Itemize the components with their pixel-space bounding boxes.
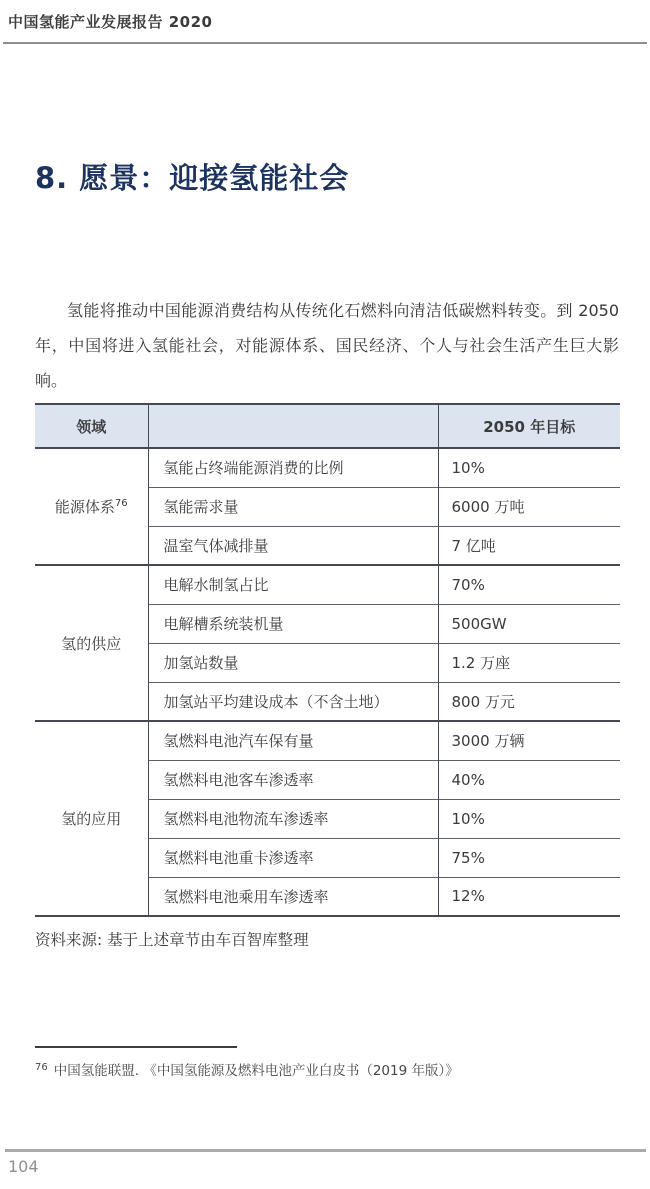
indicator-label: 氢燃料电池物流车渗透率 <box>148 799 438 838</box>
table-row <box>35 721 620 760</box>
indicator-label: 氢能占终端能源消费的比例 <box>148 448 438 487</box>
indicator-label: 氢燃料电池汽车保有量 <box>148 721 438 760</box>
group-cell-hydrogen-application <box>35 721 148 916</box>
report-header-title: 中国氢能产业发展报告 2020 <box>8 13 213 31</box>
footer-divider <box>5 1149 646 1152</box>
column-header-indicator <box>148 404 438 448</box>
indicator-label: 氢能需求量 <box>148 487 438 526</box>
footnote-marker: 76 <box>35 1061 48 1073</box>
table-header-row <box>35 404 620 448</box>
target-value: 1.2 万座 <box>438 643 620 682</box>
group-label: 氢的应用 <box>61 810 122 828</box>
table-row <box>35 448 620 487</box>
target-value: 800 万元 <box>438 682 620 721</box>
table-row <box>35 565 620 604</box>
section-title: 8. 愿景：迎接氢能社会 <box>35 161 350 195</box>
indicator-label: 加氢站数量 <box>148 643 438 682</box>
group-label: 能源体系 <box>54 498 115 516</box>
indicator-label: 电解槽系统装机量 <box>148 604 438 643</box>
target-value: 40% <box>438 760 620 799</box>
group-cell-hydrogen-supply <box>35 565 148 721</box>
indicator-label: 氢燃料电池重卡渗透率 <box>148 838 438 877</box>
footnote <box>35 1059 615 1079</box>
page-number: 104 <box>8 1157 39 1176</box>
group-label: 氢的供应 <box>61 634 122 653</box>
indicator-label: 温室气体减排量 <box>148 526 438 565</box>
target-value: 12% <box>438 877 620 916</box>
footnote-text: 中国氢能联盟. 《中国氢能源及燃料电池产业白皮书（2019 年版）》 <box>53 1063 459 1079</box>
group-cell-energy-system <box>35 448 148 565</box>
target-value: 7 亿吨 <box>438 526 620 565</box>
target-value: 75% <box>438 838 620 877</box>
intro-paragraph: 氢能将推动中国能源消费结构从传统化石燃料向清洁低碳燃料转变。到 2050 年，中国将进入氢能社会，对能源体系、国民经济、个人与社会生活产生巨大影响。 <box>35 301 619 390</box>
header-divider <box>3 42 647 44</box>
footnote-ref-76: 76 <box>114 498 128 509</box>
target-value: 10% <box>438 448 620 487</box>
target-value: 10% <box>438 799 620 838</box>
indicator-label: 氢燃料电池客车渗透率 <box>148 760 438 799</box>
target-value: 6000 万吨 <box>438 487 620 526</box>
target-value: 500GW <box>438 604 620 643</box>
indicator-label: 加氢站平均建设成本（不含土地） <box>148 682 438 721</box>
source-note: 资料来源: 基于上述章节由车百智库整理 <box>35 931 309 949</box>
target-value: 3000 万辆 <box>438 721 620 760</box>
targets-2050-table <box>35 403 620 917</box>
footnote-divider <box>35 1046 237 1048</box>
indicator-label: 氢燃料电池乘用车渗透率 <box>148 877 438 916</box>
column-header-target: 2050 年目标 <box>438 404 620 448</box>
target-value: 70% <box>438 565 620 604</box>
column-header-domain: 领域 <box>35 404 148 448</box>
indicator-label: 电解水制氢占比 <box>148 565 438 604</box>
